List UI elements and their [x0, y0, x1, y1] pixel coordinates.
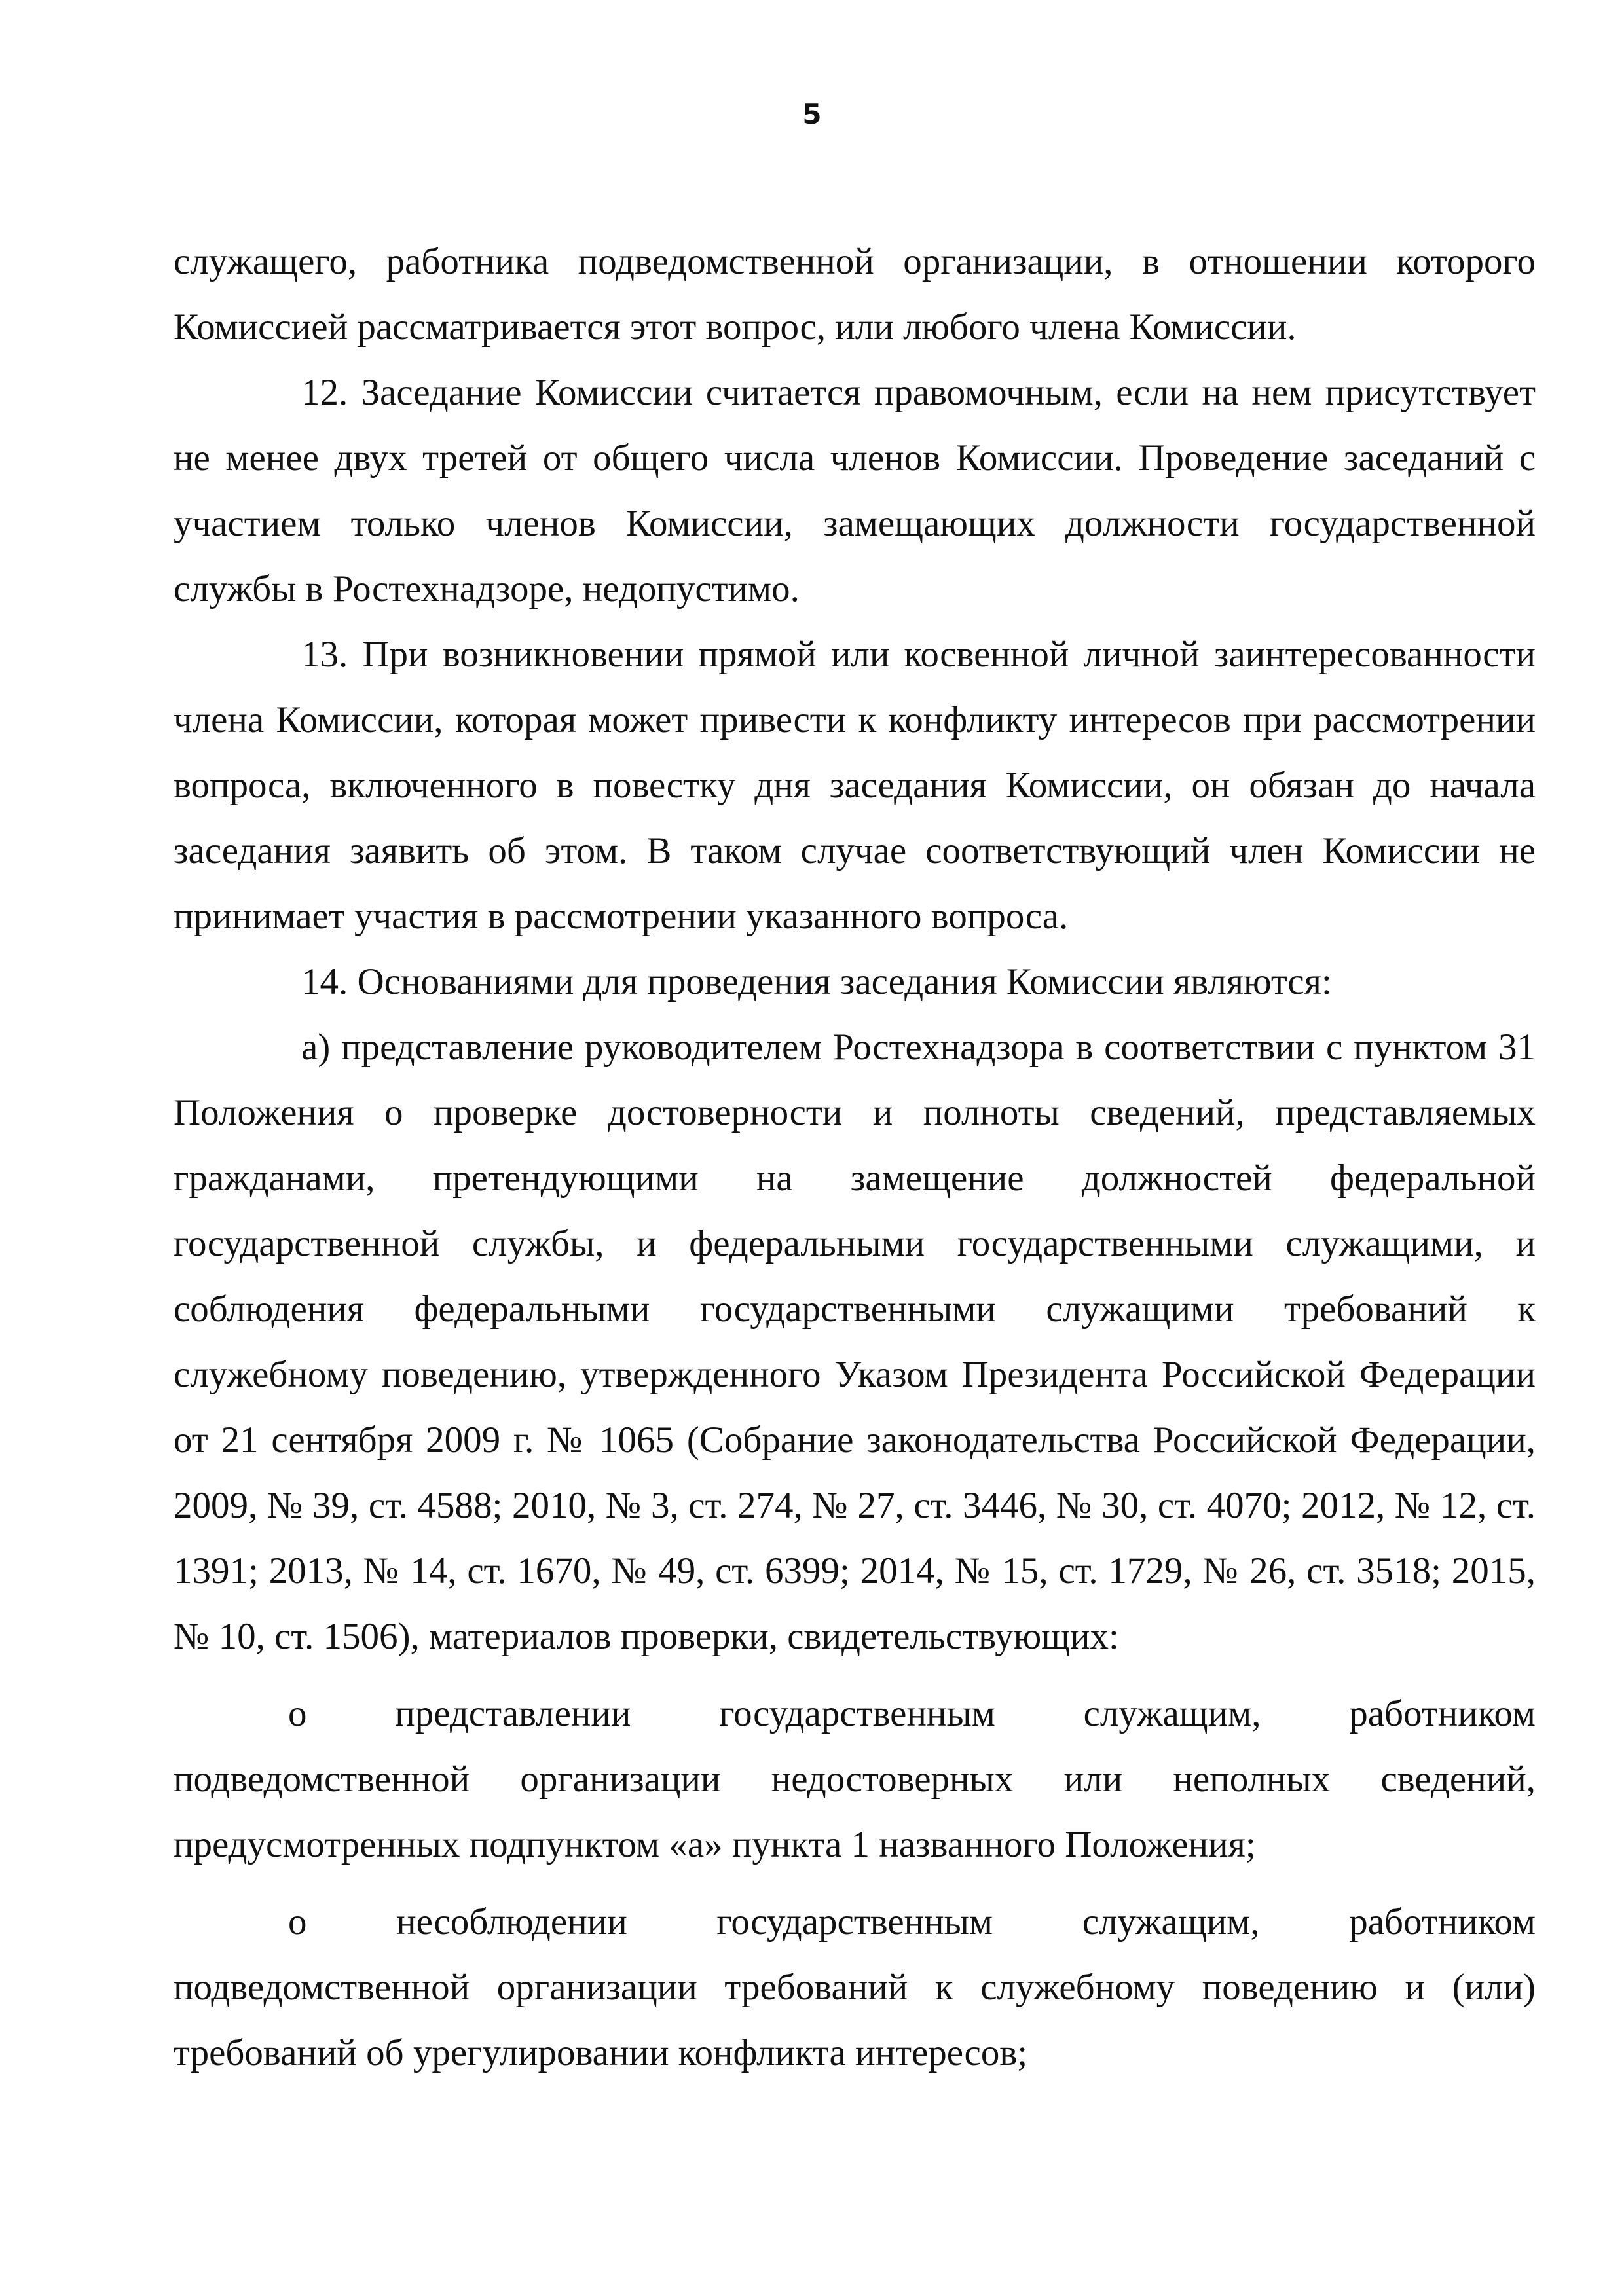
- bullet-item-1-word: работником: [1349, 1693, 1536, 1734]
- bullet-item-2-word: работником: [1349, 1901, 1536, 1942]
- bullet-item-2: [174, 1889, 1536, 2086]
- paragraph-14: 14. Основаниями для проведения заседания Комиссии являются:: [301, 961, 1332, 1002]
- bullet-item-1-rest: подведомственной организации недостоверных или неполных сведений, предусмотренных подпунктом «а» пункта 1 названного Положения;: [174, 1758, 1536, 1865]
- bullet-item-2-word: о: [288, 1901, 307, 1942]
- bullet-item-2-first-line: [174, 1889, 1536, 1955]
- document-body: [174, 229, 1536, 2086]
- paragraph-14a: а) представление руководителем Ростехнадзора в соответствии с пунктом 31 Положения о проверке достоверности и полноты сведений, представляемых гражданами, претендующими на замещение должностей федеральной государственной службы, и федеральными государственными служащими, и соблюдения федеральными государственными служащими требований к служебному поведению, утвержденного Указом Президента Российской Федерации от 21 сентября 2009 г. № 1065 (Собрание законодательства Российской Федерации, 2009, № 39, ст. 4588; 2010, № 3, ст. 274, № 27, ст. 3446, № 30, ст. 4070; 2012, № 12, ст. 1391; 2013, № 14, ст. 1670, № 49, ст. 6399; 2014, № 15, ст. 1729, № 26, ст. 3518; 2015, № 10, ст. 1506), материалов проверки, свидетельствующих:: [174, 1027, 1536, 1657]
- bullet-item-1-word: представлении: [395, 1693, 631, 1734]
- paragraph-continuation: служащего, работника подведомственной организации, в отношении которого Комиссией рассматривается этот вопрос, или любого члена Комиссии.: [174, 241, 1536, 348]
- bullet-item-2-word: государственным: [716, 1901, 993, 1942]
- page-number: 5: [802, 98, 822, 130]
- bullet-item-2-word: служащим,: [1082, 1901, 1260, 1942]
- bullet-item-2-rest: подведомственной организации требований к служебному поведению и (или) требований об урегулировании конфликта интересов;: [174, 1967, 1536, 2073]
- bullet-item-1: [174, 1681, 1536, 1878]
- bullet-item-1-word: о: [288, 1693, 307, 1734]
- paragraph-12: 12. Заседание Комиссии считается правомочным, если на нем присутствует не менее двух третей от общего числа членов Комиссии. Проведение заседаний с участием только членов Комиссии, замещающих должности государственной службы в Ростехнадзоре, недопустимо.: [174, 372, 1536, 610]
- bullet-item-1-word: служащим,: [1083, 1693, 1261, 1734]
- paragraph-13: 13. При возникновении прямой или косвенной личной заинтересованности члена Комиссии, которая может привести к конфликту интересов при рассмотрении вопроса, включенного в повестку дня заседания Комиссии, он обязан до начала заседания заявить об этом. В таком случае соответствующий член Комиссии не принимает участия в рассмотрении указанного вопроса.: [174, 634, 1536, 937]
- bullet-item-1-word: государственным: [719, 1693, 995, 1734]
- bullet-item-1-first-line: [174, 1681, 1536, 1747]
- bullet-item-2-word: несоблюдении: [396, 1901, 627, 1942]
